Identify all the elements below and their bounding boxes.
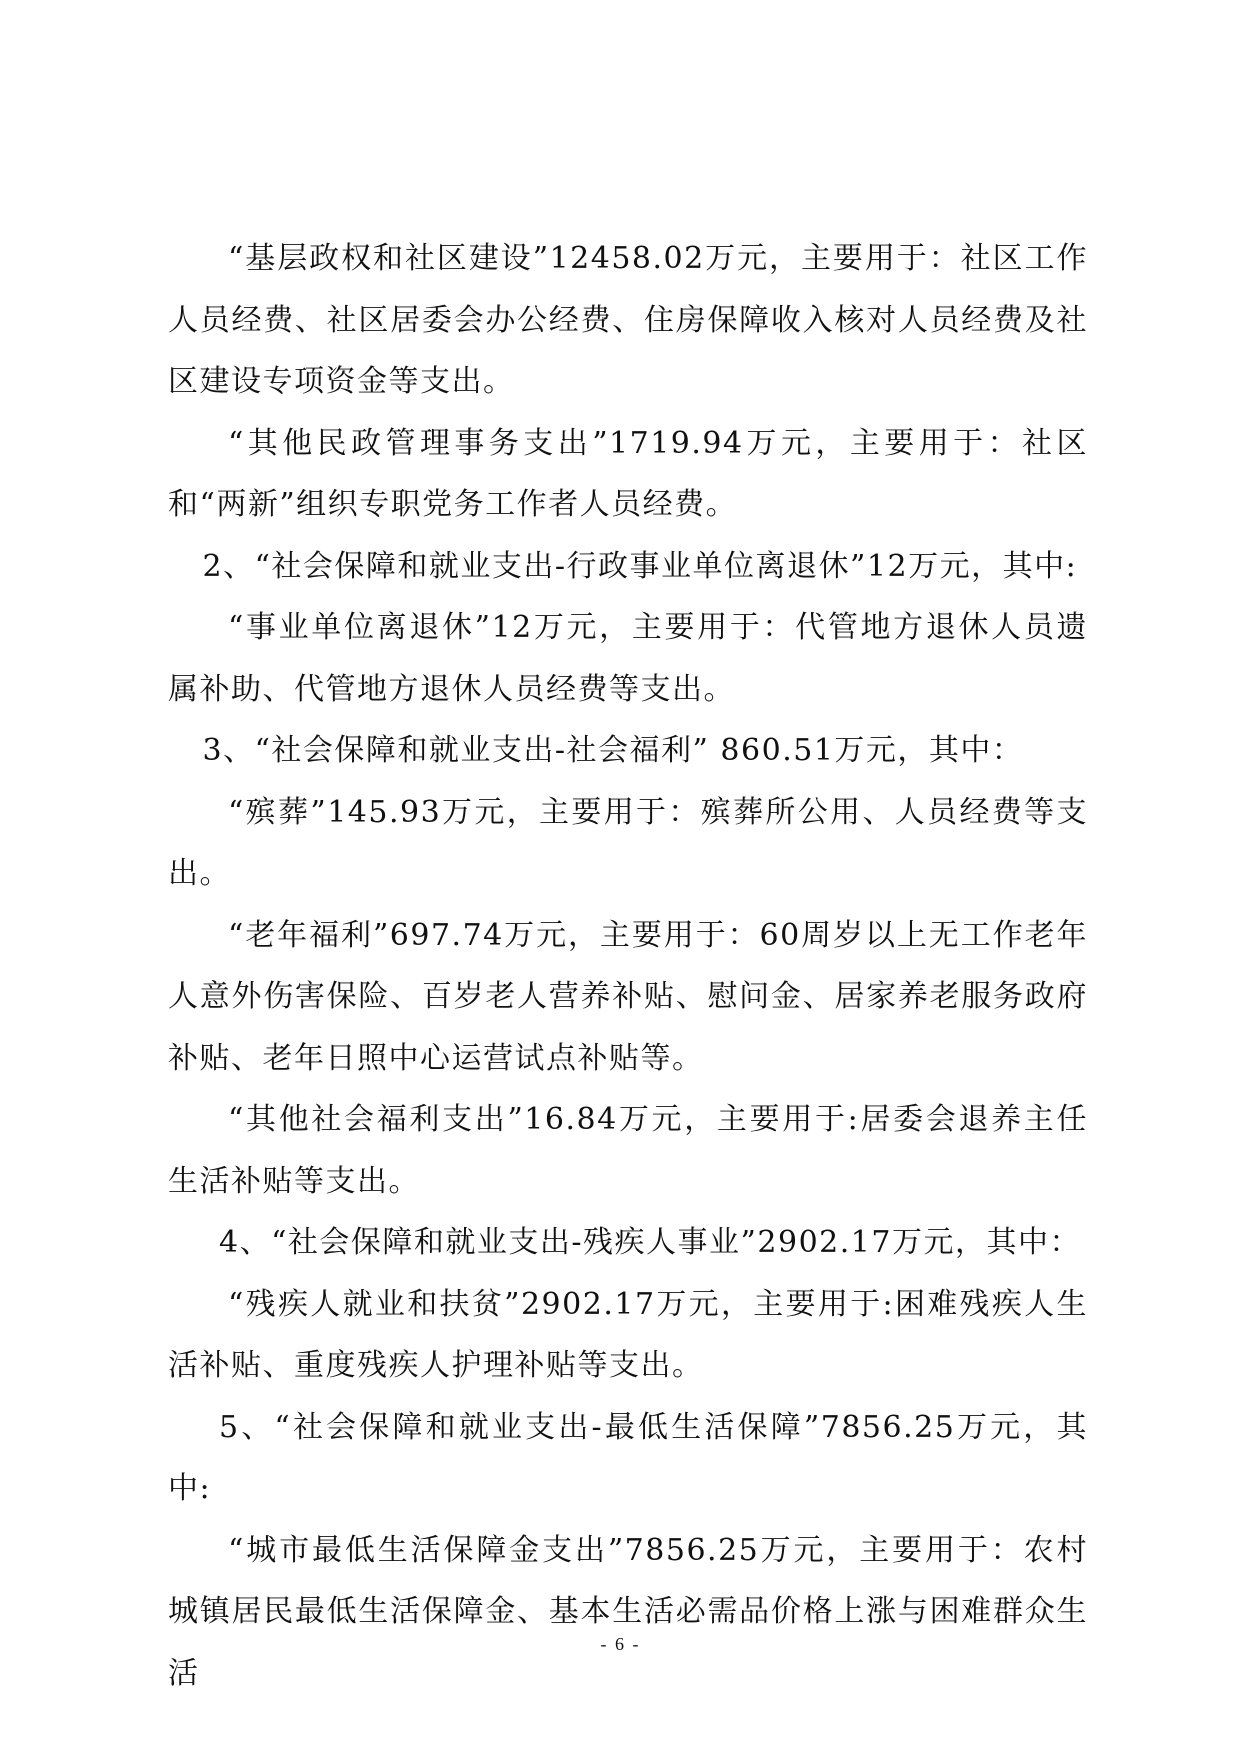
section-heading-disability: 4、“社会保障和就业支出-残疾人事业”2902.17万元，其中： [219,1225,1081,1260]
paragraph-institution-retirement: “事业单位离退休”12万元，主要用于：代管地方退休人员遗属补助、代管地方退休人员经费等支出。 [168,610,1088,707]
section-heading-minimum-living: 5、“社会保障和就业支出-最低生活保障”7856.25万元，其中: [168,1409,1088,1506]
paragraph-other-social-welfare: “其他社会福利支出”16.84万元，主要用于:居委会退养主任生活补贴等支出。 [168,1102,1088,1199]
paragraph-disability-employment: “残疾人就业和扶贫”2902.17万元，主要用于:困难残疾人生活补贴、重度残疾人护理补贴等支出。 [168,1286,1088,1383]
paragraph-other-civil-affairs: “其他民政管理事务支出”1719.94万元，主要用于：社区和“两新”组织专职党务工作者人员经费。 [168,425,1088,522]
section-heading-social-welfare: 3、“社会保障和就业支出-社会福利” 860.51万元，其中： [202,733,1024,768]
paragraph-urban-minimum-living: “城市最低生活保障金支出”7856.25万元，主要用于：农村城镇居民最低生活保障金、基本生活必需品价格上涨与困难群众生活 [168,1532,1088,1691]
document-body [168,228,1088,1704]
paragraph-funeral: “殡葬”145.93万元，主要用于：殡葬所公用、人员经费等支出。 [168,794,1088,891]
section-heading-retirement: 2、“社会保障和就业支出-行政事业单位离退休”12万元，其中: [202,548,1078,584]
page-number: - 6 - [600,1634,641,1654]
paragraph-community-construction: “基层政权和社区建设”12458.02万元，主要用于：社区工作人员经费、社区居委会办公经费、住房保障收入核对人员经费及社区建设专项资金等支出。 [168,241,1088,399]
paragraph-elderly-welfare: “老年福利”697.74万元，主要用于：60周岁以上无工作老年人意外伤害保险、百岁老人营养补贴、慰问金、居家养老服务政府补贴、老年日照中心运营试点补贴等。 [168,917,1088,1076]
